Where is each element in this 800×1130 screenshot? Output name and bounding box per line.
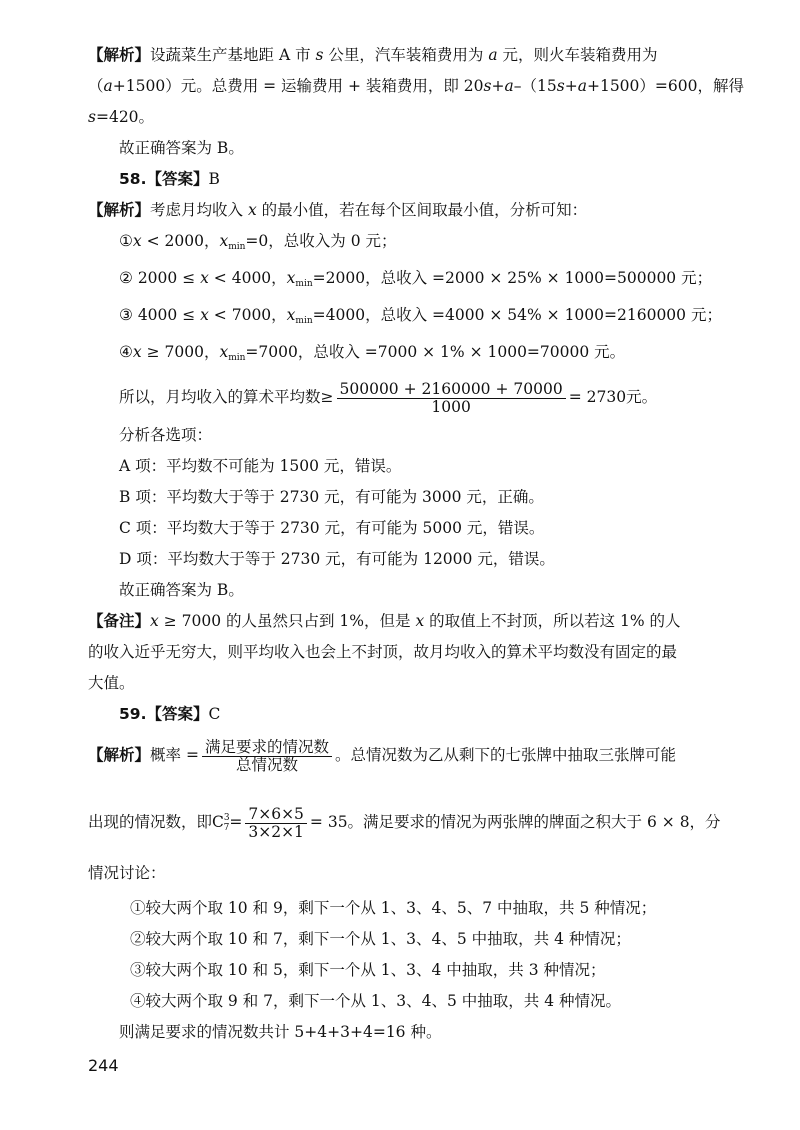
q58-option-c: C 项：平均数大于等于 2730 元，有可能为 5000 元，错误。 (119, 519, 545, 537)
combination-symbol: $C^3_7$ (212, 813, 230, 833)
q59-section (88, 699, 728, 1048)
q57-explanation (88, 40, 744, 164)
analysis-tag: 【解析】 (88, 201, 151, 219)
q58-case-2: ② 2000 ≤ x < 4000，$x_{min}=2000$，总收入 =2000 × 25% × 1000=500000 元； (119, 269, 713, 289)
q59-combination-line: 出现的情况数，即$C^3_7=$ $\frac{7\times 6\times 5}{3\times 2\times 1}$ = 35。满足要求的情况为两张牌的牌面之积大于 6 × 8，分 (88, 804, 721, 841)
q59-case-2: ②较大两个取 10 和 7，剩下一个从 1、3、4、5 中抽取，共 4 种情况； (130, 930, 631, 948)
q59-probability-line: 【解析】概率 = $\frac{\text{满足要求的情况数}}{\text{总情况数}}$ 。总情况数为乙从剩下的七张牌中抽取三张牌可能 (88, 737, 676, 774)
q58-case-1: ①x < 2000，$x_{min}=0$，总收入为 0 元； (119, 232, 397, 252)
page-number: 244 (88, 1056, 119, 1075)
q59-total: 则满足要求的情况数共计 5+4+3+4=16 种。 (119, 1023, 442, 1041)
q59-answer: 59.【答案】C (119, 705, 221, 723)
q57-line-1: 【解析】设蔬菜生产基地距 A 市 s 公里，汽车装箱费用为 a 元，则火车装箱费用为 (88, 46, 658, 64)
q58-case-3: ③ 4000 ≤ x < 7000，$x_{min}=4000$，总收入 =4000 × 54% × 1000=2160000 元； (119, 306, 722, 326)
q59-case-1: ①较大两个取 10 和 9，剩下一个从 1、3、4、5、7 中抽取，共 5 种情况； (130, 899, 657, 917)
q58-conclusion: 故正确答案为 B。 (119, 581, 244, 599)
q58-options-intro: 分析各选项： (119, 426, 213, 444)
q59-cases-intro: 情况讨论： (88, 864, 166, 882)
q58-case-4: ④x ≥ 7000，$x_{min}=7000$，总收入 =7000 × 1% × 1000=70000 元。 (119, 343, 626, 363)
q58-option-a: A 项：平均数不可能为 1500 元，错误。 (119, 457, 402, 475)
q59-case-4: ④较大两个取 9 和 7，剩下一个从 1、3、4、5 中抽取，共 4 种情况。 (130, 992, 622, 1010)
note-tag: 【备注】 (88, 612, 151, 630)
q58-section (88, 164, 728, 699)
probability-fraction: $\frac{\text{满足要求的情况数}}{\text{总情况数}}$ (202, 739, 332, 774)
analysis-tag: 【解析】 (88, 46, 151, 64)
q57-line-2: （a+1500）元。总费用 = 运输费用 + 装箱费用，即 20s+a–（15s+a+1500）=600，解得 (88, 77, 744, 95)
q58-option-b: B 项：平均数大于等于 2730 元，有可能为 3000 元，正确。 (119, 488, 544, 506)
q58-note-line-2: 的收入近乎无穷大，则平均收入也会上不封顶，故月均收入的算术平均数没有固定的最 (88, 643, 678, 661)
q58-note-line-1: 【备注】x ≥ 7000 的人虽然只占到 1%，但是 x 的取值上不封顶，所以若这 1% 的人 (88, 612, 681, 630)
combination-fraction: $\frac{7\times 6\times 5}{3\times 2\times 1}$ (245, 806, 307, 841)
q58-option-d: D 项：平均数大于等于 2730 元，有可能为 12000 元，错误。 (119, 550, 555, 568)
analysis-tag: 【解析】 (88, 746, 151, 764)
q57-conclusion: 故正确答案为 B。 (119, 139, 244, 157)
q58-answer: 58.【答案】B (119, 170, 220, 188)
q58-intro: 【解析】考虑月均收入 x 的最小值，若在每个区间取最小值，分析可知： (88, 201, 588, 219)
q58-note-line-3: 大值。 (88, 674, 135, 692)
q57-line-3: s=420。 (88, 108, 155, 126)
q59-case-3: ③较大两个取 10 和 5，剩下一个从 1、3、4 中抽取，共 3 种情况； (130, 961, 606, 979)
page-content (88, 40, 744, 1048)
q58-mean-formula: 所以，月均收入的算术平均数≥ $\frac{500000 + 2160000 + 70000}{1000}$ = 2730元。 (119, 379, 658, 416)
mean-fraction: $\frac{500000 + 2160000 + 70000}{1000}$ (337, 381, 566, 416)
